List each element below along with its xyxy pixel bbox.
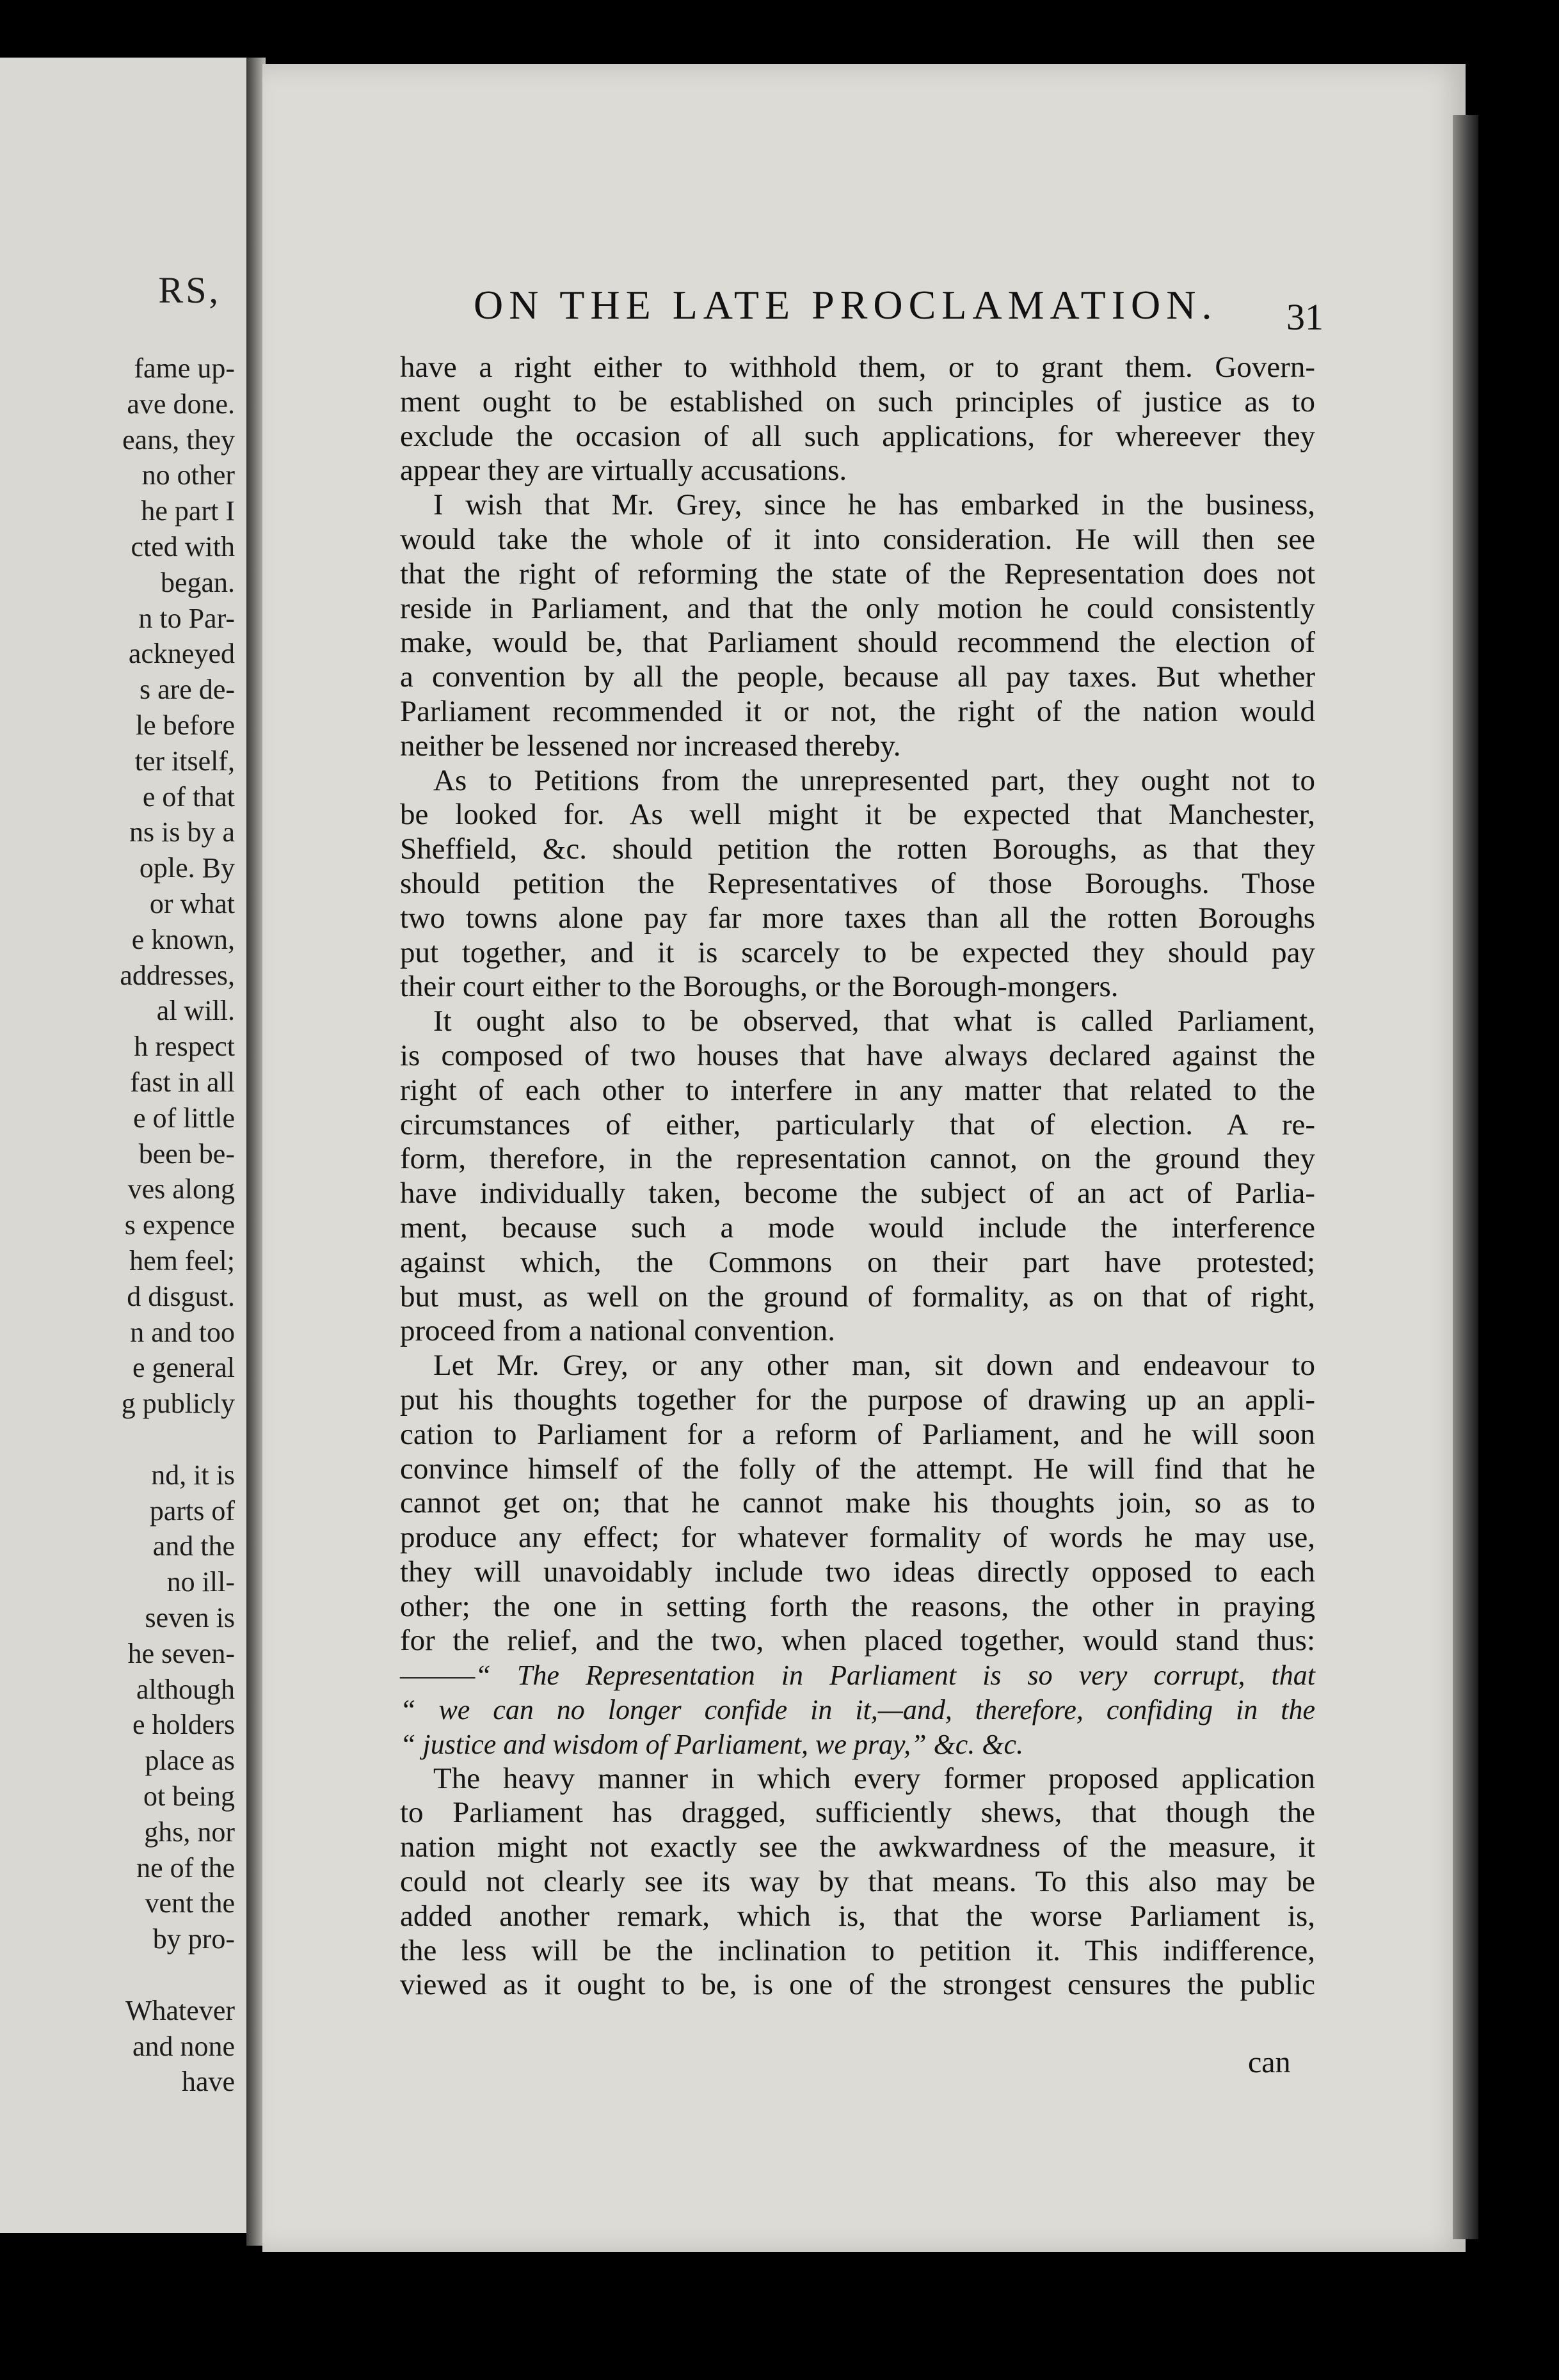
left-page-line: and the	[152, 1530, 235, 1562]
left-page-line: seven is	[145, 1602, 235, 1633]
left-page-line: eans, they	[122, 424, 235, 456]
text-line: As to Petitions from the unrepresented part, they ought not to	[433, 763, 1315, 797]
left-page-line: h respect	[134, 1031, 235, 1063]
text-line: I wish that Mr. Grey, since he has embarked in the business,	[433, 488, 1315, 522]
left-page-line: e holders	[132, 1709, 235, 1741]
text-line: It ought also to be observed, that what is called Parliament,	[433, 1004, 1315, 1038]
text-line: reside in Parliament, and that the only motion he could consistently	[400, 591, 1315, 625]
left-page-line: vent the	[145, 1887, 235, 1919]
left-page-line: began.	[160, 566, 235, 598]
text-line: have individually taken, become the subject of an act of Parlia-	[400, 1177, 1315, 1210]
left-page-line: d disgust.	[127, 1280, 235, 1312]
text-line: “ justice and wisdom of Parliament, we pray,” &c. &c.	[400, 1728, 1024, 1760]
left-page-line: he part I	[141, 495, 235, 527]
text-line: two towns alone pay far more taxes than all the rotten Boroughs	[400, 901, 1315, 935]
text-line: be looked for. As well might it be expected that Manchester,	[400, 798, 1315, 832]
left-page-line: n and too	[130, 1316, 235, 1348]
text-line: is composed of two houses that have always declared against the	[400, 1038, 1315, 1072]
text-line: put his thoughts together for the purpose of drawing up an appli-	[400, 1383, 1315, 1416]
text-line: ment, because such a mode would include the interference	[400, 1210, 1315, 1244]
text-line: against which, the Commons on their part have protested;	[400, 1245, 1315, 1279]
text-line: circumstances of either, particularly that of election. A re-	[400, 1107, 1315, 1141]
text-line: convince himself of the folly of the attempt. He will find that he	[400, 1452, 1315, 1486]
page-edge-shadow	[1453, 115, 1478, 2239]
left-page-line: ople. By	[139, 852, 235, 884]
catchword: can	[1248, 2045, 1291, 2079]
left-page-line: ave done.	[127, 388, 235, 420]
facing-page-left	[0, 58, 246, 2233]
text-line: would take the whole of it into consideration. He will then see	[400, 522, 1315, 556]
body-text	[400, 351, 1315, 2003]
left-page-line: parts of	[149, 1495, 235, 1527]
text-line: their court either to the Boroughs, or the Borough-mongers.	[400, 970, 1119, 1004]
text-line: right of each other to interfere in any matter that related to the	[400, 1073, 1315, 1107]
left-page-line: ot being	[143, 1781, 235, 1812]
text-line: proceed from a national convention.	[400, 1314, 835, 1348]
text-line: appear they are virtually accusations.	[400, 454, 847, 488]
left-page-line: although	[136, 1673, 235, 1705]
text-line: Let Mr. Grey, or any other man, sit down and endeavour to	[433, 1349, 1315, 1383]
left-page-line: addresses,	[120, 959, 235, 991]
text-line: the less will be the inclination to petition it. This indifference,	[400, 1933, 1315, 1967]
left-page-line: cted with	[131, 531, 235, 562]
text-line: added another remark, which is, that the worse Parliament is,	[400, 1899, 1315, 1933]
text-line: exclude the occasion of all such applications, for whereever they	[400, 419, 1315, 453]
left-page-line: fame up-	[134, 353, 235, 384]
text-line: ———“ The Representation in Parliament is so very corrupt, that	[400, 1660, 1315, 1692]
text-line: cation to Parliament for a reform of Parliament, and he will soon	[400, 1417, 1315, 1451]
left-page-line: have	[181, 2066, 235, 2098]
left-page-line: s are de-	[139, 674, 235, 706]
left-page-line: or what	[149, 888, 235, 919]
left-page-line: le before	[135, 710, 235, 741]
text-line: should petition the Representatives of those Boroughs. Those	[400, 866, 1315, 900]
text-line: cannot get on; that he cannot make his thoughts join, so as to	[400, 1486, 1315, 1520]
left-page-line: e of that	[142, 781, 235, 813]
text-line: that the right of reforming the state of the Representation does not	[400, 557, 1315, 591]
left-running-head-fragment: RS,	[158, 269, 221, 311]
text-line: a convention by all the people, because all pay taxes. But whether	[400, 660, 1315, 694]
left-page-line: nd, it is	[151, 1459, 235, 1491]
left-page-line: ghs, nor	[144, 1816, 235, 1848]
left-page-line: e known,	[131, 923, 235, 955]
left-page-line: he seven-	[127, 1637, 235, 1669]
left-page-line: ter itself,	[134, 745, 235, 777]
text-line: nation might not exactly see the awkwardness of the measure, it	[400, 1830, 1315, 1864]
text-line: ment ought to be established on such principles of justice as to	[400, 385, 1315, 418]
text-line: make, would be, that Parliament should recommend the election of	[400, 626, 1315, 660]
running-head: ON THE LATE PROCLAMATION.	[474, 282, 1218, 328]
left-page-line: e general	[132, 1352, 235, 1384]
text-line: have a right either to withhold them, or to grant them. Govern-	[400, 351, 1315, 384]
left-page-line: ns is by a	[129, 816, 235, 848]
left-page-line: fast in all	[130, 1067, 235, 1098]
text-line: “ we can no longer confide in it,—and, therefore, confiding in the	[400, 1694, 1315, 1726]
text-line: viewed as it ought to be, is one of the strongest censures the public	[400, 1968, 1315, 2002]
left-page-line: been be-	[138, 1138, 235, 1170]
page-number: 31	[1286, 296, 1323, 338]
text-line: produce any effect; for whatever formality of words he may use,	[400, 1521, 1315, 1555]
text-line: Parliament recommended it or not, the right of the nation would	[400, 694, 1315, 728]
text-line: form, therefore, in the representation cannot, on the ground they	[400, 1142, 1315, 1176]
left-page-line: no ill-	[166, 1566, 235, 1598]
text-line: The heavy manner in which every former proposed application	[433, 1761, 1315, 1795]
left-page-line: Whatever	[125, 1994, 235, 2026]
left-page-line: ackneyed	[128, 638, 235, 670]
left-page-line: and none	[132, 2030, 235, 2062]
left-page-line: al will.	[156, 995, 235, 1027]
text-line: other; the one in setting forth the reasons, the other in praying	[400, 1589, 1315, 1623]
text-line: for the relief, and the two, when placed together, would stand thus:	[400, 1624, 1315, 1658]
left-page-line: e of little	[133, 1102, 235, 1134]
text-line: neither be lessened nor increased thereby.	[400, 729, 901, 763]
left-page-line: g publicly	[121, 1388, 235, 1420]
text-line: they will unavoidably include two ideas directly opposed to each	[400, 1555, 1315, 1589]
left-page-line: hem feel;	[129, 1245, 235, 1276]
text-line: to Parliament has dragged, sufficiently shews, that though the	[400, 1796, 1315, 1830]
text-line: but must, as well on the ground of formality, as on that of right,	[400, 1280, 1315, 1313]
left-page-line: place as	[145, 1745, 235, 1777]
left-page-line: s expence	[124, 1209, 235, 1241]
left-page-line: by pro-	[152, 1923, 235, 1955]
left-page-line: no other	[141, 459, 235, 491]
left-page-line: n to Par-	[138, 602, 235, 634]
text-line: put together, and it is scarcely to be expected they should pay	[400, 935, 1315, 969]
text-line: could not clearly see its way by that means. To this also may be	[400, 1865, 1315, 1899]
left-page-line: ne of the	[136, 1852, 235, 1884]
left-page-line: ves along	[127, 1173, 235, 1205]
text-line: Sheffield, &c. should petition the rotten Boroughs, as that they	[400, 832, 1315, 866]
